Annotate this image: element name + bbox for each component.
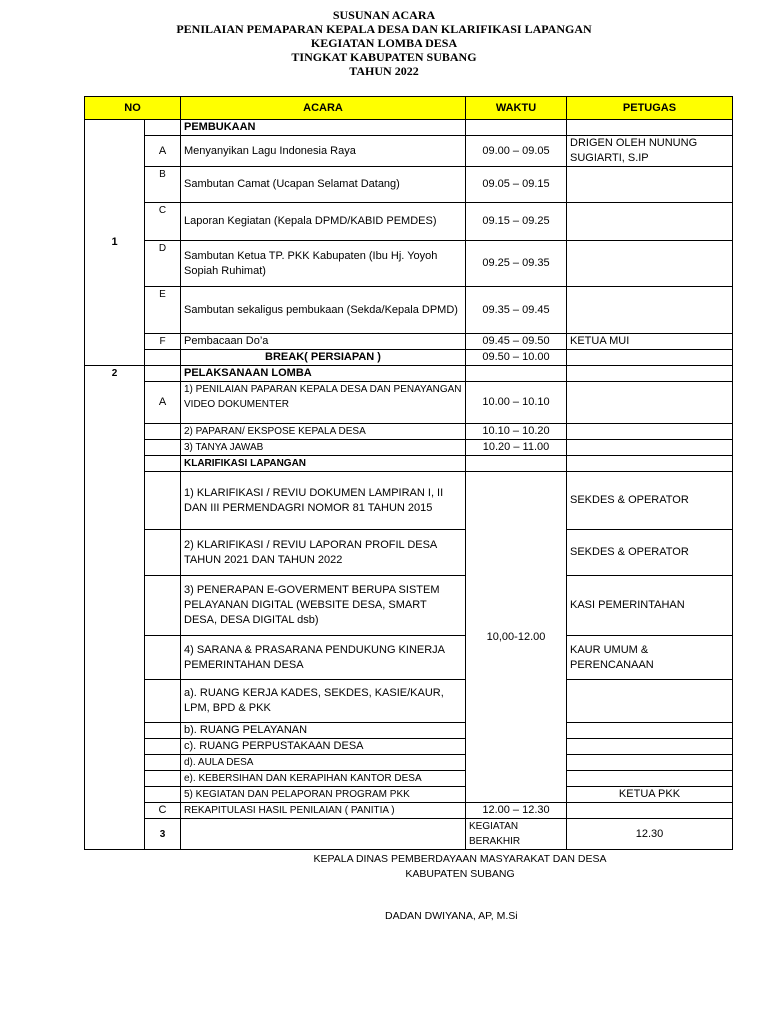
header-acara: ACARA — [181, 97, 466, 120]
waktu-cell: 10,00-12.00 — [466, 472, 567, 803]
petugas-cell: KAUR UMUM & PERENCANAAN — [567, 636, 733, 680]
acara-cell: 3) PENERAPAN E-GOVERMENT BERUPA SISTEM PELAYANAN DIGITAL (WEBSITE DESA, SMART DESA, DESA DIGITAL dsb) — [181, 576, 466, 636]
section-label: KLARIFIKASI LAPANGAN — [181, 456, 466, 472]
waktu-cell: 09.45 – 09.50 — [466, 334, 567, 350]
section-label: PELAKSANAAN LOMBA — [181, 366, 466, 382]
table-row — [85, 576, 733, 636]
table-row — [85, 366, 733, 382]
acara-cell: 4) SARANA & PRASARANA PENDUKUNG KINERJA PEMERINTAHAN DESA — [181, 636, 466, 680]
table-row — [85, 241, 733, 287]
empty-cell — [145, 350, 181, 366]
sub-letter: B — [145, 167, 181, 203]
petugas-cell: KETUA MUI — [567, 334, 733, 350]
acara-cell: c). RUANG PERPUSTAKAAN DESA — [181, 739, 466, 755]
table-row — [85, 167, 733, 203]
document-title — [0, 8, 768, 78]
empty-cell — [466, 120, 567, 136]
waktu-cell: 10.10 – 10.20 — [466, 424, 567, 440]
empty-cell — [145, 424, 181, 440]
table-row — [85, 334, 733, 350]
petugas-cell: DRIGEN OLEH NUNUNG SUGIARTI, S.IP — [567, 136, 733, 167]
empty-cell — [145, 530, 181, 576]
empty-cell — [466, 456, 567, 472]
empty-cell — [567, 803, 733, 819]
empty-cell — [145, 680, 181, 723]
sub-letter: D — [145, 241, 181, 287]
acara-cell: 5) KEGIATAN DAN PELAPORAN PROGRAM PKK — [181, 787, 466, 803]
acara-cell: Sambutan Ketua TP. PKK Kabupaten (Ibu Hj. Yoyoh Sopiah Ruhimat) — [181, 241, 466, 287]
acara-cell: Menyanyikan Lagu Indonesia Raya — [181, 136, 466, 167]
waktu-cell: 09.00 – 09.05 — [466, 136, 567, 167]
acara-cell: 2) KLARIFIKASI / REVIU LAPORAN PROFIL DESA TAHUN 2021 DAN TAHUN 2022 — [181, 530, 466, 576]
waktu-cell: 12.30 — [567, 819, 733, 850]
empty-cell — [145, 755, 181, 771]
waktu-cell: 10.00 – 10.10 — [466, 382, 567, 424]
table-row — [85, 287, 733, 334]
petugas-cell — [567, 287, 733, 334]
title-line-2: PENILAIAN PEMAPARAN KEPALA DESA DAN KLARIFIKASI LAPANGAN — [176, 22, 592, 36]
acara-cell: Sambutan sekaligus pembukaan (Sekda/Kepala DPMD) — [181, 287, 466, 334]
table-row — [85, 636, 733, 680]
acara-cell: d). AULA DESA — [181, 755, 466, 771]
table-row — [85, 680, 733, 723]
table-row — [85, 120, 733, 136]
waktu-cell: 09.25 – 09.35 — [466, 241, 567, 287]
title-line-1: SUSUNAN ACARA — [332, 8, 436, 22]
petugas-cell: KASI PEMERINTAHAN — [567, 576, 733, 636]
empty-cell — [145, 636, 181, 680]
petugas-cell: SEKDES & OPERATOR — [567, 472, 733, 530]
signer-name: DADAN DWIYANA, AP, M.Si — [385, 910, 518, 922]
title-line-3: KEGIATAN LOMBA DESA — [310, 36, 458, 50]
table-row — [85, 440, 733, 456]
empty-cell — [145, 787, 181, 803]
table-row — [85, 803, 733, 819]
signature-office: KABUPATEN SUBANG — [405, 868, 515, 880]
empty-cell — [145, 440, 181, 456]
header-no: NO — [85, 97, 181, 120]
sub-letter: E — [145, 287, 181, 334]
signature-title: KEPALA DINAS PEMBERDAYAAN MASYARAKAT DAN DESA — [313, 853, 607, 865]
petugas-cell: SEKDES & OPERATOR — [567, 530, 733, 576]
empty-cell — [145, 723, 181, 739]
table-row — [85, 530, 733, 576]
waktu-cell: 09.50 – 10.00 — [466, 350, 567, 366]
section-number: 3 — [145, 819, 181, 850]
waktu-cell: 12.00 – 12.30 — [466, 803, 567, 819]
empty-cell — [145, 739, 181, 755]
petugas-cell — [567, 680, 733, 723]
acara-cell: 1) PENILAIAN PAPARAN KEPALA DESA DAN PENAYANGAN VIDEO DOKUMENTER — [181, 382, 466, 424]
waktu-cell: 09.35 – 09.45 — [466, 287, 567, 334]
empty-cell — [466, 366, 567, 382]
empty-cell — [567, 366, 733, 382]
empty-cell — [567, 350, 733, 366]
empty-cell — [181, 819, 466, 850]
header-petugas: PETUGAS — [567, 97, 733, 120]
acara-cell: 1) KLARIFIKASI / REVIU DOKUMEN LAMPIRAN I, II DAN III PERMENDAGRI NOMOR 81 TAHUN 2015 — [181, 472, 466, 530]
petugas-cell — [567, 771, 733, 787]
petugas-cell — [567, 203, 733, 241]
table-row — [85, 136, 733, 167]
acara-cell: Pembacaan Do’a — [181, 334, 466, 350]
table-row — [85, 723, 733, 739]
section-label: PEMBUKAAN — [181, 120, 466, 136]
empty-cell — [567, 382, 733, 424]
table-row — [85, 787, 733, 803]
table-row — [85, 739, 733, 755]
table-row — [85, 771, 733, 787]
table-row — [85, 472, 733, 530]
table-row — [85, 382, 733, 424]
sub-letter: A — [145, 136, 181, 167]
petugas-cell: KETUA PKK — [567, 787, 733, 803]
break-label: BREAK( PERSIAPAN ) — [181, 350, 466, 366]
empty-cell — [145, 366, 181, 382]
waktu-cell: 09.15 – 09.25 — [466, 203, 567, 241]
empty-cell — [145, 771, 181, 787]
section-number: 1 — [85, 120, 145, 366]
empty-cell — [567, 424, 733, 440]
table-row — [85, 203, 733, 241]
acara-cell: 2) PAPARAN/ EKSPOSE KEPALA DESA — [181, 424, 466, 440]
table-header-row — [85, 97, 733, 120]
table-row — [85, 350, 733, 366]
petugas-cell — [567, 755, 733, 771]
acara-cell: Sambutan Camat (Ucapan Selamat Datang) — [181, 167, 466, 203]
waktu-cell: 09.05 – 09.15 — [466, 167, 567, 203]
section-number: 2 — [85, 366, 145, 850]
empty-cell — [145, 120, 181, 136]
waktu-cell: 10.20 – 11.00 — [466, 440, 567, 456]
empty-cell — [145, 472, 181, 530]
schedule-table — [84, 96, 733, 850]
acara-cell: a). RUANG KERJA KADES, SEKDES, KASIE/KAUR, LPM, BPD & PKK — [181, 680, 466, 723]
empty-cell — [567, 120, 733, 136]
acara-cell: e). KEBERSIHAN DAN KERAPIHAN KANTOR DESA — [181, 771, 466, 787]
empty-cell — [567, 456, 733, 472]
empty-cell — [145, 576, 181, 636]
petugas-cell — [567, 167, 733, 203]
header-waktu: WAKTU — [466, 97, 567, 120]
table-row — [85, 819, 733, 850]
acara-cell: REKAPITULASI HASIL PENILAIAN ( PANITIA ) — [181, 803, 466, 819]
title-line-5: TAHUN 2022 — [349, 64, 419, 78]
petugas-cell — [567, 739, 733, 755]
table-row — [85, 456, 733, 472]
petugas-cell — [567, 241, 733, 287]
table-row — [85, 424, 733, 440]
empty-cell — [567, 440, 733, 456]
empty-cell — [145, 456, 181, 472]
acara-cell: 3) TANYA JAWAB — [181, 440, 466, 456]
acara-cell: Laporan Kegiatan (Kepala DPMD/KABID PEMDES) — [181, 203, 466, 241]
petugas-cell — [567, 723, 733, 739]
acara-cell: b). RUANG PELAYANAN — [181, 723, 466, 739]
sub-letter: A — [145, 382, 181, 424]
title-line-4: TINGKAT KABUPATEN SUBANG — [291, 50, 477, 64]
sub-letter: C — [145, 803, 181, 819]
acara-cell: KEGIATAN BERAKHIR — [466, 819, 567, 850]
sub-letter: F — [145, 334, 181, 350]
table-row — [85, 755, 733, 771]
sub-letter: C — [145, 203, 181, 241]
